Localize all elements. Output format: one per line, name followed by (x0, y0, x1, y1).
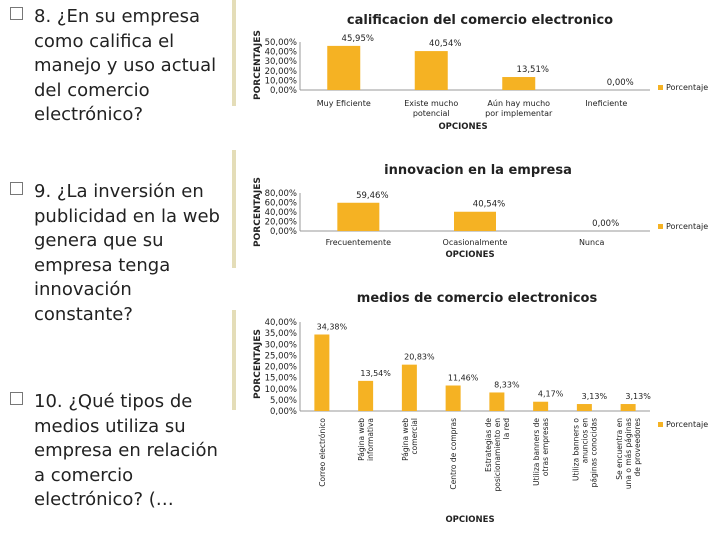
category-label: posicionamiento en (492, 418, 502, 492)
y-tick-label: 40,00% (264, 47, 297, 58)
data-label: 40,54% (429, 39, 462, 50)
bar (327, 46, 360, 90)
category-label: Aún hay mucho (487, 99, 551, 108)
x-axis-label: OPCIONES (445, 250, 495, 260)
category-label: Existe mucho (404, 99, 459, 108)
y-tick-label: 80,00% (264, 189, 297, 199)
category-label: la red (501, 418, 511, 440)
data-label: 20,83% (404, 352, 435, 362)
data-label: 0,00% (592, 219, 620, 229)
category-label: anuncios en (580, 418, 590, 464)
question-text: 8. ¿En su empresa como califica el manejo y uso actual del comercio electrónico? (34, 6, 217, 125)
y-tick-label: 15,00% (264, 373, 297, 384)
category-label: Utiliza banners de (532, 418, 542, 486)
data-label: 11,46% (447, 373, 479, 383)
x-axis-label: OPCIONES (438, 122, 488, 132)
category-label: Utiliza banners o (571, 418, 581, 482)
y-axis-label: PORCENTAJES (253, 329, 263, 399)
category-label: Página web (400, 418, 410, 461)
y-tick-label: 0,00% (269, 227, 297, 237)
category-label: de proveedores (633, 418, 643, 477)
y-tick-label: 0,00% (269, 407, 297, 417)
data-label: 13,54% (360, 368, 391, 378)
legend-label: Porcentaje (666, 83, 709, 92)
y-axis-label: PORCENTAJES (253, 177, 263, 247)
data-label: 0,00% (606, 78, 634, 88)
bar (402, 365, 417, 411)
category-label: páginas conocidas (589, 418, 599, 488)
category-label: Ocasionalmente (442, 238, 508, 247)
category-label: Frecuentemente (325, 238, 392, 247)
y-tick-label: 30,00% (264, 57, 297, 68)
category-label: Centro de compras (449, 418, 459, 490)
category-label: una o más páginas (624, 418, 634, 490)
data-label: 59,46% (356, 190, 389, 201)
bar (454, 212, 496, 231)
category-label: comercial (409, 418, 419, 455)
y-tick-label: 25,00% (264, 351, 297, 362)
y-tick-label: 60,00% (264, 198, 297, 209)
bar (337, 203, 379, 231)
y-tick-label: 20,00% (264, 66, 297, 77)
bar (358, 381, 373, 411)
bar (314, 335, 329, 411)
legend-label: Porcentaje (666, 420, 709, 429)
legend-swatch (658, 85, 663, 90)
bar (577, 404, 592, 411)
y-tick-label: 0,00% (269, 86, 297, 96)
data-label: 3,13% (625, 392, 651, 402)
y-tick-label: 30,00% (264, 340, 297, 351)
data-label: 8,33% (494, 380, 520, 390)
category-label: Página web (357, 418, 367, 461)
y-axis-label: PORCENTAJES (253, 30, 263, 100)
bar (446, 386, 461, 411)
data-label: 13,51% (516, 65, 549, 76)
legend-swatch (658, 224, 663, 229)
data-label: 34,38% (316, 322, 348, 332)
category-label: Correo electrónico (317, 418, 327, 487)
chart-title: calificacion del comercio electronico (346, 13, 614, 28)
y-tick-label: 20,00% (264, 217, 297, 228)
legend-label: Porcentaje (666, 222, 709, 231)
y-tick-label: 40,00% (264, 318, 297, 328)
bar (502, 77, 535, 90)
category-label: informativa (366, 418, 376, 461)
bar (415, 51, 448, 90)
y-tick-label: 5,00% (269, 395, 297, 406)
y-tick-label: 10,00% (264, 76, 297, 87)
category-label: Nunca (578, 238, 605, 247)
chart-title: innovacion en la empresa (384, 163, 572, 178)
bar (533, 402, 548, 411)
question-text: 9. ¿La inversión en publicidad en la web genera que su empresa tenga innovación constante? (34, 181, 220, 325)
data-label: 4,17% (537, 389, 564, 399)
category-label: Se encuentra en (615, 418, 625, 480)
category-label: potencial (412, 109, 450, 118)
legend-swatch (658, 422, 663, 427)
y-tick-label: 35,00% (264, 329, 297, 340)
y-tick-label: 50,00% (264, 38, 297, 48)
data-label: 40,54% (472, 199, 506, 210)
y-tick-label: 40,00% (264, 208, 297, 218)
category-label: por implementar (485, 109, 553, 118)
chart-title: medios de comercio electronicos (356, 291, 598, 306)
category-label: Muy Eficiente (316, 99, 371, 108)
data-label: 3,13% (581, 392, 608, 402)
category-label: Estrategias de (483, 418, 493, 472)
category-label: otras empresas (541, 418, 551, 477)
x-axis-label: OPCIONES (445, 515, 495, 525)
bar (621, 404, 636, 411)
y-tick-label: 20,00% (264, 362, 297, 373)
data-label: 45,95% (341, 33, 374, 44)
category-label: Ineficiente (585, 99, 628, 108)
bar (489, 392, 504, 411)
y-tick-label: 10,00% (264, 384, 297, 395)
question-text: 10. ¿Qué tipos de medios utiliza su empresa en relación a comercio electrónico? (… (34, 391, 218, 510)
